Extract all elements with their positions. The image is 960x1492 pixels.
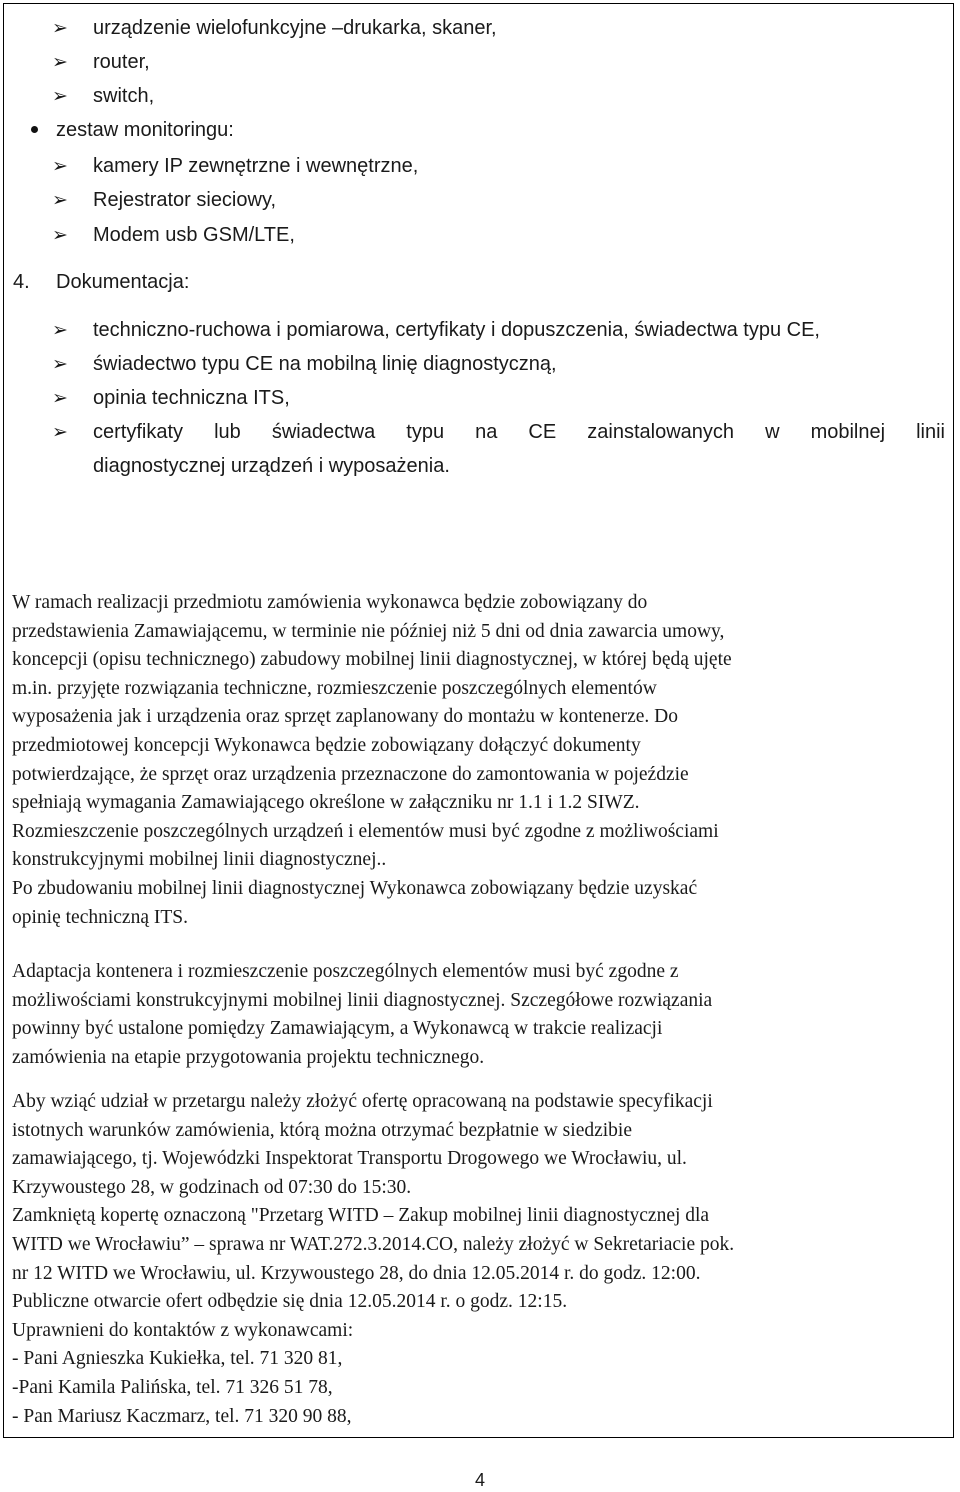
round-bullet-icon <box>31 126 38 133</box>
list-item: opinia techniczna ITS, <box>93 387 290 409</box>
arrow-bullet-icon: ➢ <box>52 224 68 246</box>
list-item: techniczno-ruchowa i pomiarowa, certyfikaty i dopuszczenia, świadectwa typu CE, <box>93 319 820 341</box>
list-item: kamery IP zewnętrzne i wewnętrzne, <box>93 155 419 177</box>
arrow-bullet-icon: ➢ <box>52 421 68 443</box>
list-item: urządzenie wielofunkcyjne –drukarka, skaner, <box>93 17 497 39</box>
list-item-continuation: diagnostycznej urządzeń i wyposażenia. <box>93 455 450 477</box>
section-heading: Dokumentacja: <box>56 271 190 293</box>
arrow-bullet-icon: ➢ <box>52 319 68 341</box>
paragraph-tender: Aby wziąć udział w przetargu należy złożyć ofertę opracowaną na podstawie specyfikacji istotnych warunków zamówienia, którą można otrzymać bezpłatnie w siedzibie zamawiającego, tj. Wojewódzki Inspektorat Transportu Drogowego we Wrocławiu, ul. Krzywoustego 28, w godzinach od 07:30 do 15:30. Zamkniętą kopertę oznaczoną "Przetarg WITD – Zakup mobilnej linii diagnostycznej dla WITD we Wrocławiu” – sprawa nr WAT.272.3.2014.CO, należy złożyć w Sekretariacie pok. nr 12 WITD we Wrocławiu, ul. Krzywoustego 28, do dnia 12.05.2014 r. do godz. 12:00. Publiczne otwarcie ofert odbędzie się dnia 12.05.2014 r. o godz. 12:15. Uprawnieni do kontaktów z wykonawcami: - Pani Agnieszka Kukiełka, tel. 71 320 81, -Pani Kamila Palińska, tel. 71 326 51 78, - Pan Mariusz Kaczmarz, tel. 71 320 90 88, <box>12 1091 735 1427</box>
list-item: Modem usb GSM/LTE, <box>93 224 295 246</box>
list-item: router, <box>93 51 150 73</box>
section-number: 4. <box>13 271 30 293</box>
arrow-bullet-icon: ➢ <box>52 17 68 39</box>
arrow-bullet-icon: ➢ <box>52 189 68 211</box>
paragraph-realization: W ramach realizacji przedmiotu zamówienia wykonawca będzie zobowiązany do przedstawienia Zamawiającemu, w terminie nie później niż 5 dni od dnia zawarcia umowy, koncepcji (opisu technicznego) zabudowy mobilnej linii diagnostycznej, w której będą ujęte m.in. przyjęte rozwiązania techniczne, rozmieszczenie poszczególnych elementów wyposażenia jak i urządzenia oraz sprzęt zaplanowany do montażu w kontenerze. Do przedmiotowej koncepcji Wykonawca będzie zobowiązany dołączyć dokumenty potwierdzające, że sprzęt oraz urządzenia przeznaczone do zamontowania w pojeździe spełniają wymagania Zamawiającego określone w załączniku nr 1.1 i 1.2 SIWZ. Rozmieszczenie poszczególnych urządzeń i elementów musi być zgodne z możliwościami konstrukcyjnymi mobilnej linii diagnostycznej.. Po zbudowaniu mobilnej linii diagnostycznej Wykonawca zobowiązany będzie uzyskać opinię techniczną ITS. <box>12 592 732 928</box>
paragraph-adaptation: Adaptacja kontenera i rozmieszczenie poszczególnych elementów musi być zgodne z możliwościami konstrukcyjnymi mobilnej linii diagnostycznej. Szczegółowe rozwiązania powinny być ustalone pomiędzy Zamawiającym, a Wykonawcą w trakcie realizacji zamówienia na etapie przygotowania projektu technicznego. <box>12 961 713 1068</box>
list-item: Rejestrator sieciowy, <box>93 189 277 211</box>
arrow-bullet-icon: ➢ <box>52 353 68 375</box>
list-item: certyfikaty lub świadectwa typu na CE zainstalowanych w mobilnej linii <box>93 421 945 443</box>
list-item: switch, <box>93 85 155 107</box>
arrow-bullet-icon: ➢ <box>52 85 68 107</box>
arrow-bullet-icon: ➢ <box>52 387 68 409</box>
monitoring-label: zestaw monitoringu: <box>56 119 234 141</box>
arrow-bullet-icon: ➢ <box>52 51 68 73</box>
arrow-bullet-icon: ➢ <box>52 155 68 177</box>
list-item: świadectwo typu CE na mobilną linię diagnostyczną, <box>93 353 557 375</box>
page-number: 4 <box>474 1470 485 1490</box>
